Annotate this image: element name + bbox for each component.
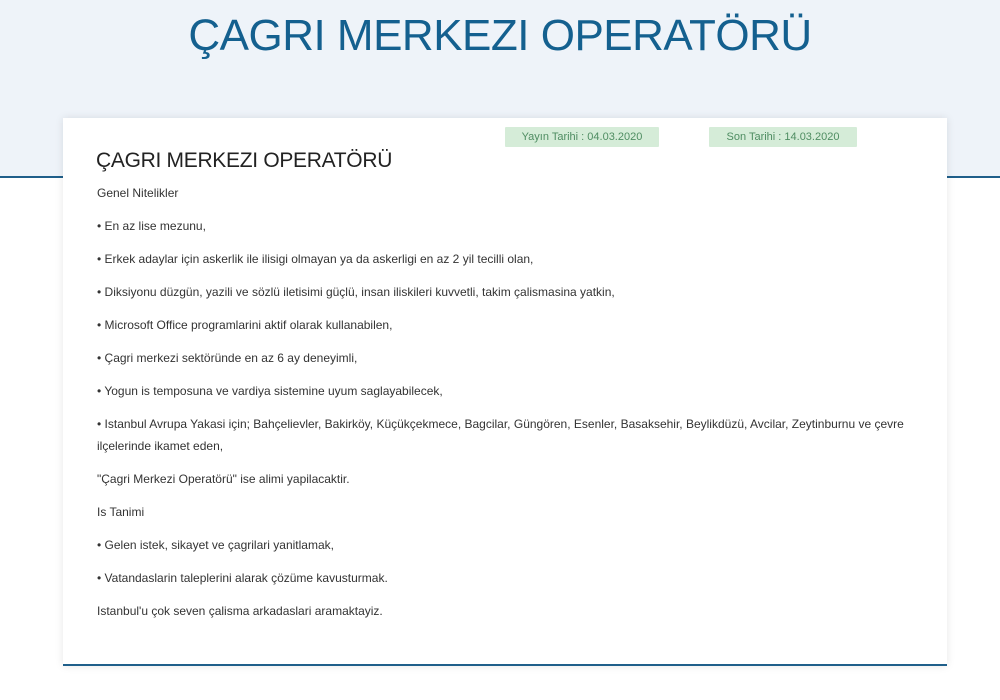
- job-duty-item: • Vatandaslarin taleplerini alarak çözüme kavusturmak.: [97, 571, 388, 585]
- job-duty-item: • Gelen istek, sikayet ve çagrilari yanitlamak,: [97, 538, 334, 552]
- deadline-date-badge: Son Tarihi : 14.03.2020: [709, 127, 857, 147]
- section-heading-job-description: Is Tanimi: [97, 505, 145, 519]
- closing-statement: Istanbul'u çok seven çalisma arkadaslari aramaktayiz.: [97, 604, 383, 618]
- qualification-item: • En az lise mezunu,: [97, 219, 206, 233]
- job-title: ÇAGRI MERKEZI OPERATÖRÜ: [96, 149, 393, 172]
- section-heading-qualifications: Genel Nitelikler: [97, 186, 179, 200]
- qualification-item: • Çagri merkezi sektöründe en az 6 ay deneyimli,: [97, 351, 358, 365]
- qualification-item: • Yogun is temposuna ve vardiya sistemine uyum saglayabilecek,: [97, 384, 443, 398]
- qualification-item: • Istanbul Avrupa Yakasi için; Bahçelievler, Bakirköy, Küçükçekmece, Bagcilar, Güngören, Esenler, Basaksehir, Beylikdüzü, Avcilar, Zeytinburnu ve çevre ilçelerinde ikamet eden,: [97, 417, 904, 453]
- publish-date-badge: Yayın Tarihi : 04.03.2020: [505, 127, 659, 147]
- qualification-item: • Erkek adaylar için askerlik ile ilisigi olmayan ya da askerligi en az 2 yil tecilli olan,: [97, 252, 534, 266]
- qualification-item: • Diksiyonu düzgün, yazili ve sözlü iletisimi güçlü, insan iliskileri kuvvetli, takim çalismasina yatkin,: [97, 285, 615, 299]
- qualification-item: • Microsoft Office programlarini aktif olarak kullanabilen,: [97, 318, 393, 332]
- job-card: [63, 118, 947, 666]
- hiring-statement: "Çagri Merkezi Operatörü" ise alimi yapilacaktir.: [97, 472, 350, 486]
- job-description: [97, 182, 917, 633]
- page-title: ÇAGRI MERKEZI OPERATÖRÜ: [188, 11, 812, 60]
